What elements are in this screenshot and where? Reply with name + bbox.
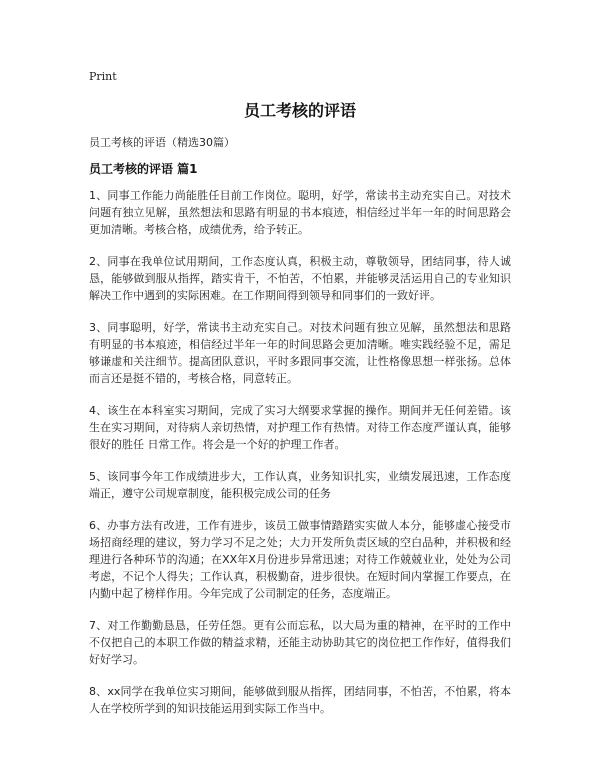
paragraph-1: 1、同事工作能力尚能胜任目前工作岗位。聪明，好学，常读书主动充实自己。对技术问题有独立见解，虽然想法和思路有明显的书本痕迹，相信经过半年一年的时间思路会更加清晰。考核合格，成绩优秀，给予转正。 <box>89 189 511 236</box>
article-body <box>89 187 511 732</box>
paragraph-2: 2、同事在我单位试用期间，工作态度认真，积极主动，尊敬领导，团结同事，待人诚恳，能够做到服从指挥，踏实肯干，不怕苦，不怕累，并能够灵活运用自己的专业知识解决工作中遇到的实际困难。在工作期间得到领导和同事们的一致好评。 <box>89 255 511 302</box>
section-heading: 员工考核的评语 篇1 <box>89 162 198 176</box>
paragraph-7: 7、对工作勤勤恳恳，任劳任怨。更有公而忘私，以大局为重的精神，在平时的工作中不仅把自己的本职工作做的精益求精，还能主动协助其它的岗位把工作作好，值得我们好好学习。 <box>89 619 511 666</box>
document-subtitle: 员工考核的评语（精选30篇） <box>89 136 235 149</box>
page-title: 员工考核的评语 <box>243 101 356 120</box>
paragraph-3: 3、同事聪明，好学，常读书主动充实自己。对技术问题有独立见解，虽然想法和思路有明显的书本痕迹，相信经过半年一年的时间思路会更加清晰。唯实践经验不足，需足够谦虚和关注细节。提高团队意识，平时多跟同事交流，让性格像思想一样张扬。总体而言还是挺不错的，考核合格，同意转正。 <box>89 321 511 385</box>
paragraph-4: 4、该生在本科室实习期间，完成了实习大纲要求掌握的操作。期间并无任何差错。该生在实习期间，对待病人亲切热情，对护理工作有热情。对待工作态度严谨认真，能够很好的胜任 日常工作。将会是一个好的护理工作者。 <box>89 404 511 451</box>
print-link[interactable]: Print <box>89 70 117 83</box>
paragraph-5: 5、该同事今年工作成绩进步大，工作认真，业务知识扎实，业绩发展迅速，工作态度端正，遵守公司规章制度，能积极完成公司的任务 <box>89 470 511 500</box>
paragraph-8: 8、xx同学在我单位实习期间，能够做到服从指挥，团结同事，不怕苦，不怕累，将本人在学校所学到的知识技能运用到实际工作当中。 <box>89 685 511 715</box>
paragraph-6: 6、办事方法有改进，工作有进步，该员工做事情踏踏实实做人本分，能够虚心接受市场招商经理的建议，努力学习不足之处；大力开发所负责区域的空白品种，并积极和经理进行各种环节的沟通；在XX年X月份进步异常迅速；对待工作兢兢业业，处处为公司考虑，不记个人得失；工作认真，积极勤奋，进步很快。在短时间内掌握工作要点，在内勤中起了榜样作用。今年完成了公司制定的任务，态度端正。 <box>89 519 511 600</box>
